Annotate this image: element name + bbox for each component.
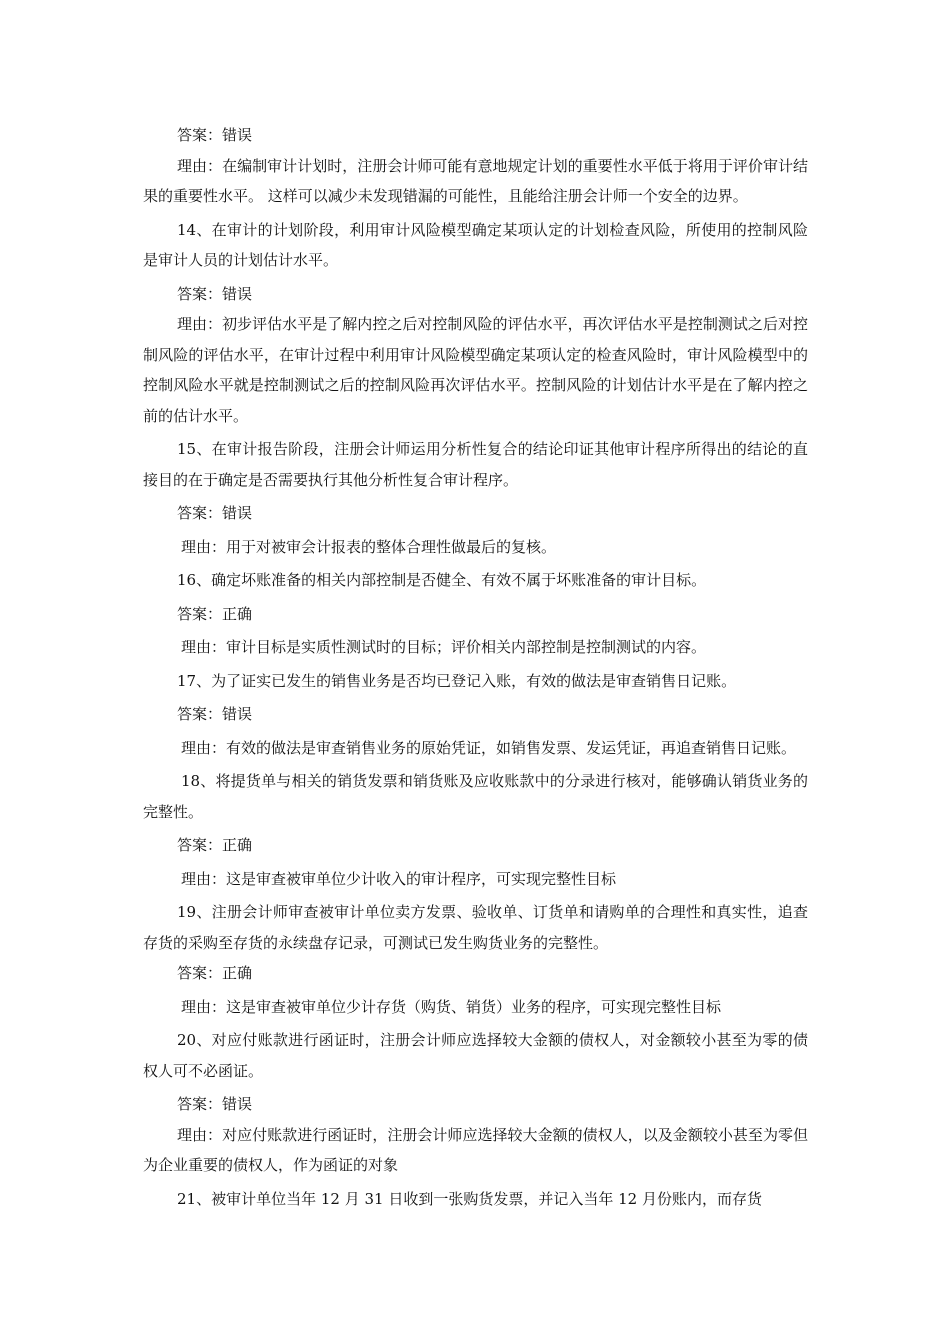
answer-line: 答案：错误	[177, 126, 253, 144]
answer-line: 答案：正确	[177, 604, 253, 623]
document-body	[143, 120, 808, 1214]
reason-paragraph: 理由：审计目标是实质性测试时的目标；评价相关内部控制是控制测试的内容。	[181, 638, 707, 656]
question-20: 20、对应付账款进行函证时，注册会计师应选择较大金额的债权人，对金额较小甚至为零的债权人可不必函证。	[143, 1031, 808, 1080]
answer-line: 答案：正确	[177, 964, 253, 982]
reason-paragraph: 理由：有效的做法是审查销售业务的原始凭证，如销售发票、发运凭证，再追查销售日记账。	[181, 738, 797, 757]
reason-paragraph: 理由：这是审查被审单位少计收入的审计程序，可实现完整性目标	[181, 869, 617, 888]
reason-paragraph: 理由：初步评估水平是了解内控之后对控制风险的评估水平，再次评估水平是控制测试之后对控制风险的评估水平，在审计过程中利用审计风险模型确定某项认定的检查风险时，审计风险模型中的控制风险水平就是控制测试之后的控制风险再次评估水平。控制风险的计划估计水平是在了解内控之前的估计水平。	[143, 315, 808, 425]
reason-paragraph: 理由：对应付账款进行函证时，注册会计师应选择较大金额的债权人，以及金额较小甚至为零但为企业重要的债权人，作为函证的对象	[143, 1125, 808, 1174]
question-19: 19、注册会计师审查被审计单位卖方发票、验收单、订货单和请购单的合理性和真实性，追查存货的采购至存货的永续盘存记录，可测试已发生购货业务的完整性。	[143, 903, 808, 952]
question-17: 17、为了证实已发生的销售业务是否均已登记入账，有效的做法是审查销售日记账。	[177, 671, 737, 690]
answer-line: 答案：错误	[177, 1095, 253, 1113]
question-16: 16、确定坏账准备的相关内部控制是否健全、有效不属于坏账准备的审计目标。	[177, 571, 707, 589]
reason-paragraph: 理由：这是审查被审单位少计存货（购货、销货）业务的程序，可实现完整性目标	[181, 997, 722, 1016]
answer-line: 答案：错误	[177, 284, 253, 303]
reason-paragraph: 理由：在编制审计计划时，注册会计师可能有意地规定计划的重要性水平低于将用于评价审计结果的重要性水平。 这样可以减少未发现错漏的可能性，且能给注册会计师一个安全的边界。	[143, 156, 808, 205]
question-15: 15、在审计报告阶段，注册会计师运用分析性复合的结论印证其他审计程序所得出的结论的直接目的在于确定是否需要执行其他分析性复合审计程序。	[143, 440, 808, 489]
question-21: 21、被审计单位当年 12 月 31 日收到一张购货发票，并记入当年 12 月份账内，而存货	[177, 1189, 762, 1208]
question-18: 18、将提货单与相关的销货发票和销货账及应收账款中的分录进行核对，能够确认销货业务的完整性。	[143, 772, 808, 821]
reason-paragraph: 理由：用于对被审会计报表的整体合理性做最后的复核。	[181, 537, 557, 556]
question-14: 14、在审计的计划阶段，利用审计风险模型确定某项认定的计划检查风险，所使用的控制风险是审计人员的计划估计水平。	[143, 220, 808, 269]
answer-line: 答案：错误	[177, 504, 253, 522]
answer-line: 答案：正确	[177, 836, 253, 854]
answer-line: 答案：错误	[177, 705, 253, 723]
